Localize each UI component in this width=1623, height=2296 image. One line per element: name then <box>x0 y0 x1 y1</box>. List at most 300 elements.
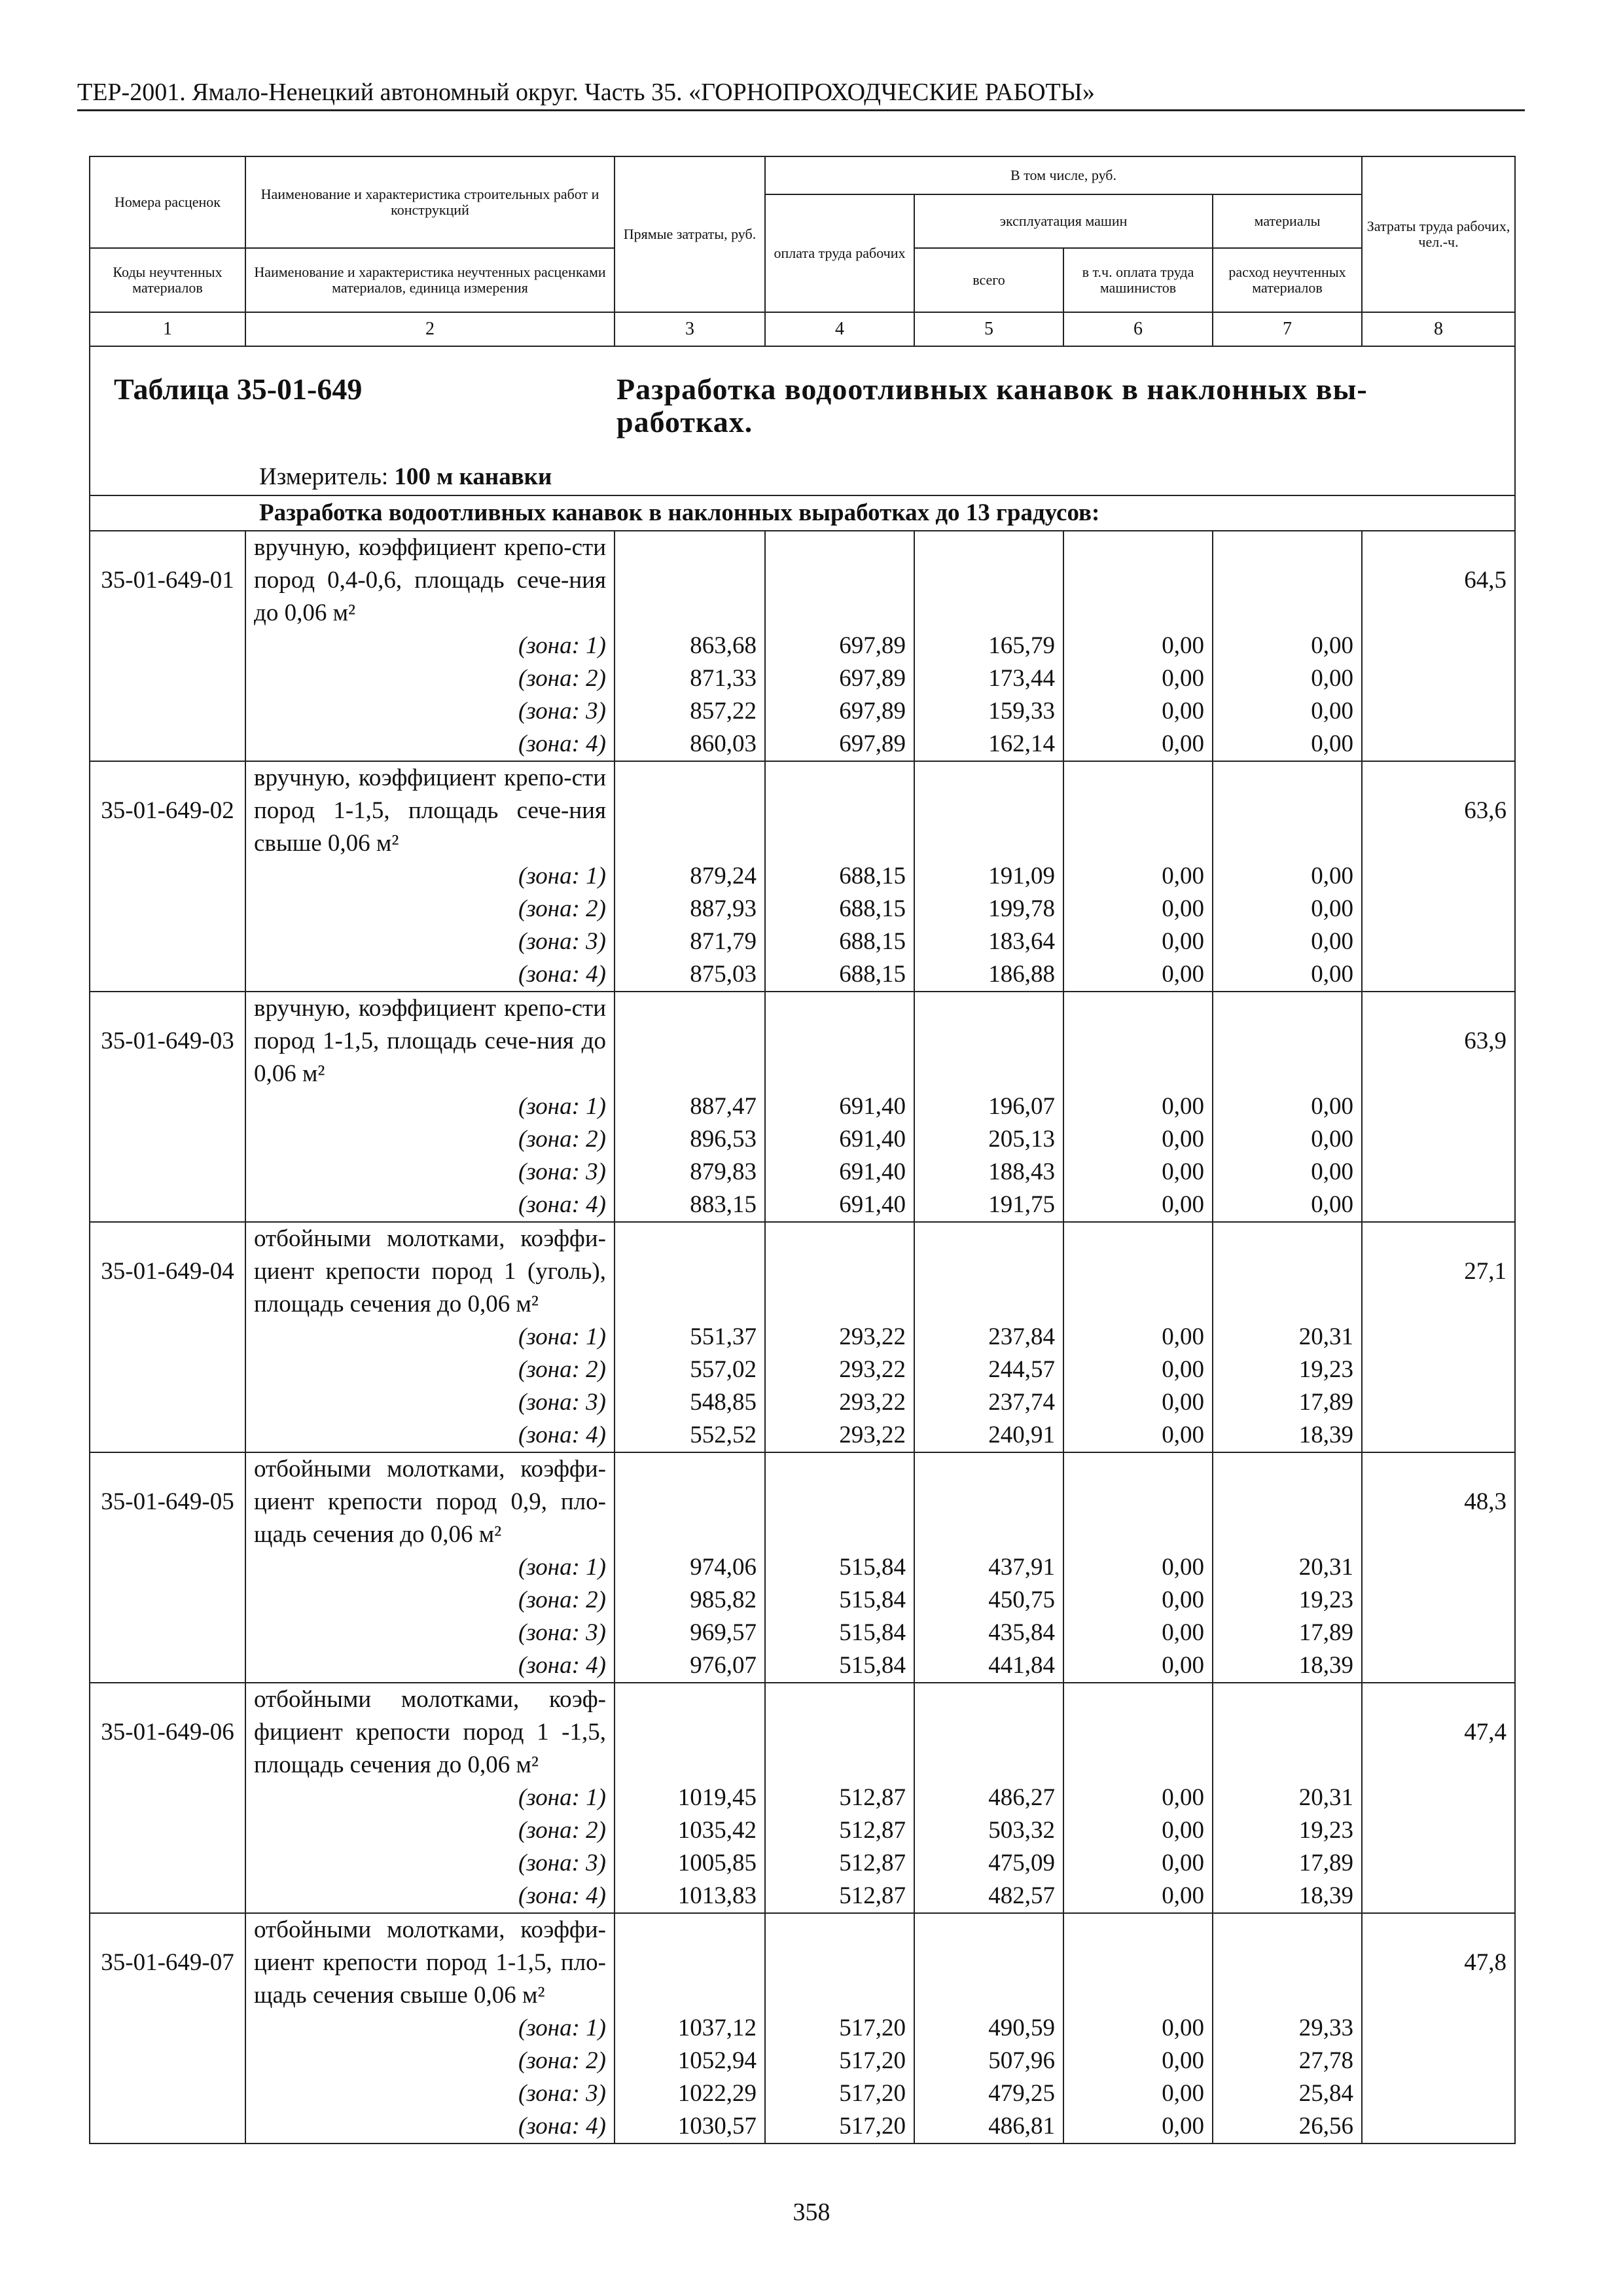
column-number: 5 <box>914 312 1063 346</box>
empty-cell <box>1362 2012 1515 2045</box>
empty-cell <box>90 1584 245 1617</box>
operator-wage: 0,00 <box>1063 1090 1213 1123</box>
labor-hours: 47,4 <box>1362 1683 1515 1782</box>
direct-cost: 879,83 <box>615 1156 765 1189</box>
header-rule <box>77 109 1525 111</box>
rate-row <box>90 531 1515 630</box>
worker-wage: 515,84 <box>765 1551 914 1584</box>
labor-hours: 27,1 <box>1362 1222 1515 1321</box>
direct-cost: 551,37 <box>615 1321 765 1354</box>
work-description: вручную, коэффициент крепо-сти пород 0,4-0,6, площадь сече-ния до 0,06 м² <box>245 531 615 630</box>
zone-row <box>90 2077 1515 2110</box>
zone-row <box>90 1123 1515 1156</box>
empty-cell <box>914 1683 1063 1782</box>
empty-cell <box>1362 958 1515 992</box>
machine-cost: 191,09 <box>914 860 1063 893</box>
zone-row <box>90 860 1515 893</box>
direct-cost: 1019,45 <box>615 1782 765 1814</box>
zone-label: (зона: 1) <box>245 860 615 893</box>
header-direct-costs: Прямые затраты, руб. <box>615 156 765 312</box>
operator-wage: 0,00 <box>1063 1814 1213 1847</box>
zone-row <box>90 1847 1515 1880</box>
machine-cost: 162,14 <box>914 728 1063 761</box>
direct-cost: 883,15 <box>615 1189 765 1222</box>
rate-row <box>90 1913 1515 2012</box>
zone-row <box>90 1814 1515 1847</box>
operator-wage: 0,00 <box>1063 1649 1213 1683</box>
operator-wage: 0,00 <box>1063 1321 1213 1354</box>
empty-cell <box>615 1683 765 1782</box>
zone-row <box>90 1156 1515 1189</box>
header-material-codes: Коды неучтенных материалов <box>90 248 245 312</box>
zone-label: (зона: 1) <box>245 1551 615 1584</box>
column-number: 7 <box>1213 312 1362 346</box>
meter-value: 100 м канавки <box>394 463 552 490</box>
zone-label: (зона: 3) <box>245 1617 615 1649</box>
rate-row <box>90 1222 1515 1321</box>
rate-code: 35-01-649-03 <box>90 992 245 1090</box>
section-cell <box>90 495 1515 531</box>
empty-cell <box>1362 695 1515 728</box>
direct-cost: 875,03 <box>615 958 765 992</box>
zone-row <box>90 1386 1515 1419</box>
empty-cell <box>1362 1584 1515 1617</box>
empty-cell <box>90 1649 245 1683</box>
column-number: 4 <box>765 312 914 346</box>
direct-cost: 1005,85 <box>615 1847 765 1880</box>
empty-cell <box>1362 1156 1515 1189</box>
direct-cost: 548,85 <box>615 1386 765 1419</box>
empty-cell <box>90 1551 245 1584</box>
machine-cost: 191,75 <box>914 1189 1063 1222</box>
zone-row <box>90 1321 1515 1354</box>
materials-cost: 17,89 <box>1213 1617 1362 1649</box>
worker-wage: 517,20 <box>765 2012 914 2045</box>
materials-cost: 0,00 <box>1213 1156 1362 1189</box>
zone-label: (зона: 2) <box>245 1354 615 1386</box>
direct-cost: 557,02 <box>615 1354 765 1386</box>
header-rate-numbers: Номера расценок <box>90 156 245 248</box>
header-materials: материалы <box>1213 194 1362 248</box>
direct-cost: 879,24 <box>615 860 765 893</box>
empty-cell <box>90 893 245 925</box>
direct-cost: 1035,42 <box>615 1814 765 1847</box>
materials-cost: 20,31 <box>1213 1321 1362 1354</box>
column-number: 3 <box>615 312 765 346</box>
empty-cell <box>90 695 245 728</box>
machine-cost: 240,91 <box>914 1419 1063 1452</box>
materials-cost: 25,84 <box>1213 2077 1362 2110</box>
column-number: 8 <box>1362 312 1515 346</box>
rate-row <box>90 1452 1515 1551</box>
empty-cell <box>1362 1386 1515 1419</box>
header-machines-total: всего <box>914 248 1063 312</box>
empty-cell <box>90 1123 245 1156</box>
materials-cost: 0,00 <box>1213 893 1362 925</box>
worker-wage: 688,15 <box>765 958 914 992</box>
zone-row <box>90 2110 1515 2144</box>
zone-row <box>90 958 1515 992</box>
materials-cost: 20,31 <box>1213 1782 1362 1814</box>
empty-cell <box>1063 1222 1213 1321</box>
materials-cost: 0,00 <box>1213 695 1362 728</box>
empty-cell <box>615 761 765 860</box>
zone-label: (зона: 3) <box>245 925 615 958</box>
machine-cost: 441,84 <box>914 1649 1063 1683</box>
materials-cost: 0,00 <box>1213 1090 1362 1123</box>
machine-cost: 503,32 <box>914 1814 1063 1847</box>
direct-cost: 969,57 <box>615 1617 765 1649</box>
direct-cost: 896,53 <box>615 1123 765 1156</box>
machine-cost: 173,44 <box>914 662 1063 695</box>
machine-cost: 237,84 <box>914 1321 1063 1354</box>
empty-cell <box>1362 1617 1515 1649</box>
machine-cost: 435,84 <box>914 1617 1063 1649</box>
zone-row <box>90 1649 1515 1683</box>
zone-label: (зона: 2) <box>245 2045 615 2077</box>
operator-wage: 0,00 <box>1063 1551 1213 1584</box>
machine-cost: 479,25 <box>914 2077 1063 2110</box>
machine-cost: 475,09 <box>914 1847 1063 1880</box>
materials-cost: 18,39 <box>1213 1880 1362 1913</box>
empty-cell <box>1213 531 1362 630</box>
operator-wage: 0,00 <box>1063 1782 1213 1814</box>
materials-cost: 26,56 <box>1213 2110 1362 2144</box>
empty-cell <box>1362 1814 1515 1847</box>
materials-cost: 20,31 <box>1213 1551 1362 1584</box>
worker-wage: 517,20 <box>765 2045 914 2077</box>
direct-cost: 1037,12 <box>615 2012 765 2045</box>
empty-cell <box>90 2012 245 2045</box>
empty-cell <box>1362 1649 1515 1683</box>
empty-cell <box>765 992 914 1090</box>
labor-hours: 47,8 <box>1362 1913 1515 2012</box>
worker-wage: 691,40 <box>765 1156 914 1189</box>
empty-cell <box>1362 728 1515 761</box>
direct-cost: 857,22 <box>615 695 765 728</box>
worker-wage: 688,15 <box>765 893 914 925</box>
empty-cell <box>615 992 765 1090</box>
zone-label: (зона: 1) <box>245 2012 615 2045</box>
worker-wage: 691,40 <box>765 1090 914 1123</box>
worker-wage: 697,89 <box>765 695 914 728</box>
rate-code: 35-01-649-04 <box>90 1222 245 1321</box>
direct-cost: 887,93 <box>615 893 765 925</box>
section-title: Разработка водоотливных канавок в наклонных выработках до 13 градусов: <box>259 499 1100 526</box>
meter <box>98 461 1507 493</box>
empty-cell <box>90 958 245 992</box>
operator-wage: 0,00 <box>1063 2012 1213 2045</box>
rates-table <box>89 156 1516 2144</box>
zone-label: (зона: 4) <box>245 958 615 992</box>
materials-cost: 19,23 <box>1213 1814 1362 1847</box>
empty-cell <box>1362 1354 1515 1386</box>
operator-wage: 0,00 <box>1063 1847 1213 1880</box>
empty-cell <box>1362 1189 1515 1222</box>
machine-cost: 244,57 <box>914 1354 1063 1386</box>
rate-row <box>90 761 1515 860</box>
table-body <box>90 346 1515 2144</box>
operator-wage: 0,00 <box>1063 1386 1213 1419</box>
meter-cell <box>90 456 1515 495</box>
zone-label: (зона: 1) <box>245 1782 615 1814</box>
zone-label: (зона: 4) <box>245 1880 615 1913</box>
empty-cell <box>914 531 1063 630</box>
direct-cost: 552,52 <box>615 1419 765 1452</box>
empty-cell <box>914 1913 1063 2012</box>
empty-cell <box>1362 1880 1515 1913</box>
empty-cell <box>1063 761 1213 860</box>
empty-cell <box>1362 893 1515 925</box>
materials-cost: 0,00 <box>1213 1189 1362 1222</box>
empty-cell <box>1362 1782 1515 1814</box>
materials-cost: 27,78 <box>1213 2045 1362 2077</box>
worker-wage: 293,22 <box>765 1354 914 1386</box>
worker-wage: 688,15 <box>765 925 914 958</box>
empty-cell <box>615 1452 765 1551</box>
zone-label: (зона: 1) <box>245 630 615 662</box>
empty-cell <box>1213 1913 1362 2012</box>
empty-cell <box>90 2110 245 2144</box>
rate-code: 35-01-649-05 <box>90 1452 245 1551</box>
zone-label: (зона: 2) <box>245 1123 615 1156</box>
empty-cell <box>1213 1222 1362 1321</box>
empty-cell <box>765 1452 914 1551</box>
empty-cell <box>765 761 914 860</box>
machine-cost: 186,88 <box>914 958 1063 992</box>
machine-cost: 486,81 <box>914 2110 1063 2144</box>
direct-cost: 860,03 <box>615 728 765 761</box>
header-worker-wages: оплата труда рабочих <box>765 194 914 312</box>
empty-cell <box>90 1617 245 1649</box>
zone-label: (зона: 2) <box>245 1814 615 1847</box>
worker-wage: 512,87 <box>765 1880 914 1913</box>
worker-wage: 512,87 <box>765 1814 914 1847</box>
materials-cost: 0,00 <box>1213 662 1362 695</box>
worker-wage: 512,87 <box>765 1782 914 1814</box>
work-description: отбойными молотками, коэффи-циент крепости пород 1 (уголь), площадь сечения до 0,06 м² <box>245 1222 615 1321</box>
empty-cell <box>1213 761 1362 860</box>
zone-row <box>90 2012 1515 2045</box>
zone-label: (зона: 2) <box>245 662 615 695</box>
header-machine-operation: эксплуатация машин <box>914 194 1213 248</box>
zone-label: (зона: 3) <box>245 1156 615 1189</box>
operator-wage: 0,00 <box>1063 1123 1213 1156</box>
operator-wage: 0,00 <box>1063 1156 1213 1189</box>
direct-cost: 863,68 <box>615 630 765 662</box>
empty-cell <box>90 860 245 893</box>
materials-cost: 0,00 <box>1213 1123 1362 1156</box>
operator-wage: 0,00 <box>1063 2110 1213 2144</box>
operator-wage: 0,00 <box>1063 2045 1213 2077</box>
direct-cost: 1052,94 <box>615 2045 765 2077</box>
empty-cell <box>90 1156 245 1189</box>
running-header: ТЕР-2001. Ямало-Ненецкий автономный округ. Часть 35. «ГОРНОПРОХОДЧЕСКИЕ РАБОТЫ» <box>77 79 1095 106</box>
labor-hours: 48,3 <box>1362 1452 1515 1551</box>
direct-cost: 976,07 <box>615 1649 765 1683</box>
operator-wage: 0,00 <box>1063 1354 1213 1386</box>
header-unaccounted-materials: расход неучтенных материалов <box>1213 248 1362 312</box>
empty-cell <box>90 1847 245 1880</box>
empty-cell <box>1362 662 1515 695</box>
direct-cost: 974,06 <box>615 1551 765 1584</box>
empty-cell <box>765 531 914 630</box>
operator-wage: 0,00 <box>1063 695 1213 728</box>
operator-wage: 0,00 <box>1063 630 1213 662</box>
empty-cell <box>765 1683 914 1782</box>
operator-wage: 0,00 <box>1063 728 1213 761</box>
meter-label: Измеритель: <box>259 463 389 490</box>
rate-code: 35-01-649-07 <box>90 1913 245 2012</box>
materials-cost: 0,00 <box>1213 925 1362 958</box>
empty-cell <box>1063 1913 1213 2012</box>
operator-wage: 0,00 <box>1063 893 1213 925</box>
materials-cost: 0,00 <box>1213 728 1362 761</box>
empty-cell <box>1213 1452 1362 1551</box>
direct-cost: 1013,83 <box>615 1880 765 1913</box>
empty-cell <box>615 1222 765 1321</box>
header-work-name: Наименование и характеристика строительных работ и конструкций <box>245 156 615 248</box>
rate-code: 35-01-649-02 <box>90 761 245 860</box>
empty-cell <box>1362 1847 1515 1880</box>
worker-wage: 512,87 <box>765 1847 914 1880</box>
zone-row <box>90 1551 1515 1584</box>
zone-label: (зона: 4) <box>245 1189 615 1222</box>
materials-cost: 17,89 <box>1213 1847 1362 1880</box>
zone-row <box>90 695 1515 728</box>
labor-hours: 64,5 <box>1362 531 1515 630</box>
zone-label: (зона: 4) <box>245 1649 615 1683</box>
zone-label: (зона: 4) <box>245 2110 615 2144</box>
column-number: 2 <box>245 312 615 346</box>
materials-cost: 0,00 <box>1213 958 1362 992</box>
empty-cell <box>1362 2110 1515 2144</box>
zone-row <box>90 1782 1515 1814</box>
zone-label: (зона: 3) <box>245 1847 615 1880</box>
machine-cost: 199,78 <box>914 893 1063 925</box>
empty-cell <box>1063 531 1213 630</box>
worker-wage: 688,15 <box>765 860 914 893</box>
zone-row <box>90 1419 1515 1452</box>
empty-cell <box>914 761 1063 860</box>
zone-row <box>90 630 1515 662</box>
empty-cell <box>1362 860 1515 893</box>
direct-cost: 871,33 <box>615 662 765 695</box>
labor-hours: 63,6 <box>1362 761 1515 860</box>
empty-cell <box>90 1090 245 1123</box>
rate-code: 35-01-649-06 <box>90 1683 245 1782</box>
worker-wage: 697,89 <box>765 728 914 761</box>
labor-hours: 63,9 <box>1362 992 1515 1090</box>
empty-cell <box>615 531 765 630</box>
header-material-names: Наименование и характеристика неучтенных расценками материалов, единица измерения <box>245 248 615 312</box>
zone-label: (зона: 4) <box>245 1419 615 1452</box>
empty-cell <box>1362 1551 1515 1584</box>
materials-cost: 0,00 <box>1213 860 1362 893</box>
zone-label: (зона: 4) <box>245 728 615 761</box>
header-including: В том числе, руб. <box>765 156 1362 194</box>
table-header <box>90 156 1515 346</box>
empty-cell <box>90 1814 245 1847</box>
zone-label: (зона: 3) <box>245 695 615 728</box>
rate-code: 35-01-649-01 <box>90 531 245 630</box>
empty-cell <box>90 1354 245 1386</box>
direct-cost: 887,47 <box>615 1090 765 1123</box>
worker-wage: 697,89 <box>765 630 914 662</box>
column-number: 6 <box>1063 312 1213 346</box>
materials-cost: 19,23 <box>1213 1354 1362 1386</box>
header-operator-wages: в т.ч. оплата труда машинистов <box>1063 248 1213 312</box>
rate-row <box>90 1683 1515 1782</box>
operator-wage: 0,00 <box>1063 1419 1213 1452</box>
worker-wage: 515,84 <box>765 1584 914 1617</box>
machine-cost: 507,96 <box>914 2045 1063 2077</box>
empty-cell <box>90 630 245 662</box>
worker-wage: 691,40 <box>765 1189 914 1222</box>
worker-wage: 293,22 <box>765 1419 914 1452</box>
empty-cell <box>90 2045 245 2077</box>
materials-cost: 29,33 <box>1213 2012 1362 2045</box>
zone-row <box>90 1617 1515 1649</box>
zone-label: (зона: 1) <box>245 1321 615 1354</box>
zone-label: (зона: 3) <box>245 2077 615 2110</box>
empty-cell <box>765 1913 914 2012</box>
worker-wage: 517,20 <box>765 2110 914 2144</box>
empty-cell <box>914 1222 1063 1321</box>
empty-cell <box>615 1913 765 2012</box>
work-description: вручную, коэффициент крепо-сти пород 1-1,5, площадь сече-ния до 0,06 м² <box>245 992 615 1090</box>
machine-cost: 486,27 <box>914 1782 1063 1814</box>
column-number: 1 <box>90 312 245 346</box>
machine-cost: 188,43 <box>914 1156 1063 1189</box>
operator-wage: 0,00 <box>1063 2077 1213 2110</box>
empty-cell <box>1362 630 1515 662</box>
empty-cell <box>90 2077 245 2110</box>
zone-row <box>90 1584 1515 1617</box>
direct-cost: 1030,57 <box>615 2110 765 2144</box>
empty-cell <box>90 1880 245 1913</box>
work-description: вручную, коэффициент крепо-сти пород 1-1,5, площадь сече-ния свыше 0,06 м² <box>245 761 615 860</box>
machine-cost: 237,74 <box>914 1386 1063 1419</box>
header-labor-hours: Затраты труда рабочих, чел.-ч. <box>1362 156 1515 312</box>
empty-cell <box>90 925 245 958</box>
empty-cell <box>914 992 1063 1090</box>
operator-wage: 0,00 <box>1063 662 1213 695</box>
materials-cost: 19,23 <box>1213 1584 1362 1617</box>
zone-row <box>90 1880 1515 1913</box>
empty-cell <box>1362 1090 1515 1123</box>
zone-row <box>90 1354 1515 1386</box>
empty-cell <box>1063 1452 1213 1551</box>
empty-cell <box>90 1782 245 1814</box>
machine-cost: 490,59 <box>914 2012 1063 2045</box>
rate-row <box>90 992 1515 1090</box>
empty-cell <box>914 1452 1063 1551</box>
empty-cell <box>1362 1321 1515 1354</box>
zone-row <box>90 1189 1515 1222</box>
machine-cost: 205,13 <box>914 1123 1063 1156</box>
materials-cost: 18,39 <box>1213 1419 1362 1452</box>
table-title-cell <box>90 346 1515 456</box>
empty-cell <box>90 1189 245 1222</box>
zone-label: (зона: 2) <box>245 1584 615 1617</box>
work-description: отбойными молотками, коэф-фициент крепости пород 1 -1,5, площадь сечения до 0,06 м² <box>245 1683 615 1782</box>
operator-wage: 0,00 <box>1063 860 1213 893</box>
zone-label: (зона: 2) <box>245 893 615 925</box>
machine-cost: 437,91 <box>914 1551 1063 1584</box>
worker-wage: 697,89 <box>765 662 914 695</box>
operator-wage: 0,00 <box>1063 1617 1213 1649</box>
